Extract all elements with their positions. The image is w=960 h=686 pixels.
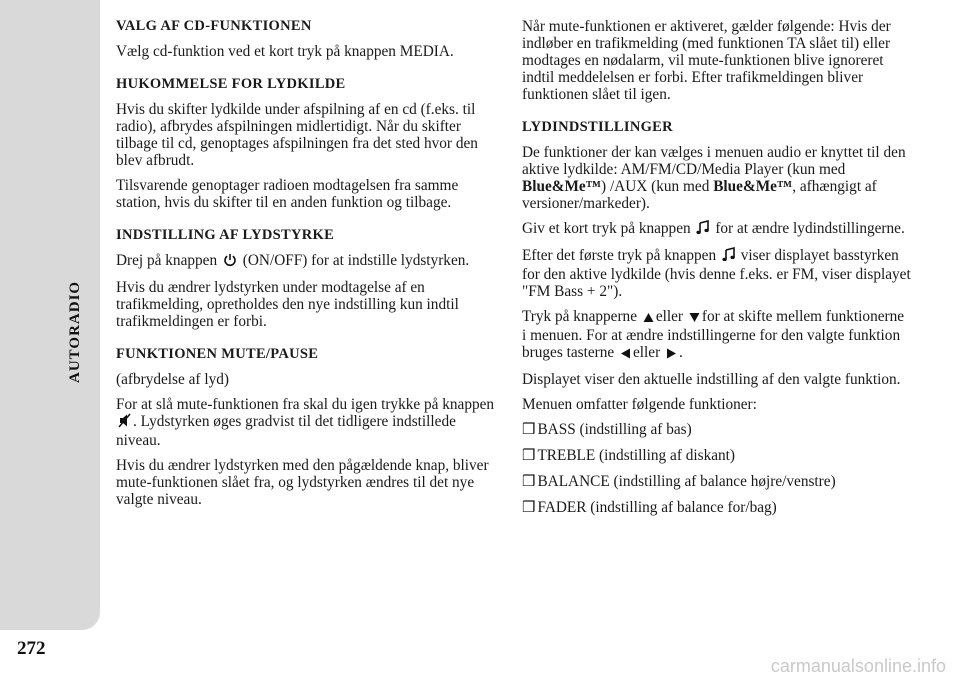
heading-sound-settings: LYDINDSTILLINGER: [522, 119, 673, 135]
list-item: ❒ BASS (indstilling af bas): [522, 421, 692, 438]
paragraph: Tryk på knapperne eller for at skifte mellem funktionerne i menuen. For at ændre indstillingerne for den valgte funktion bruges tasterne eller .: [522, 308, 905, 361]
paragraph: Hvis du ændrer lydstyrken med den pågældende knap, bliver mute-funktionen slået fra, og lydstyrken ændres til det nye valgte niveau.: [116, 457, 489, 508]
paragraph: Giv et kort tryk på knappen for at ændre lydindstillingerne.: [522, 220, 905, 237]
subheading: (afbrydelse af lyd): [116, 371, 229, 388]
page-number: 272: [17, 638, 46, 659]
checkbox-bullet-icon: ❒: [522, 474, 536, 490]
music-note-icon: [722, 247, 735, 266]
heading-cd-function: VALG AF CD-FUNKTIONEN: [116, 18, 312, 34]
left-column: [116, 18, 500, 516]
paragraph: Tilsvarende genoptager radioen modtagelsen fra samme station, hvis du skifter til en anden funktion og tilbage.: [116, 177, 459, 211]
list-item: ❒ BALANCE (indstilling af balance højre/venstre): [522, 473, 836, 490]
right-arrow-icon: [666, 346, 677, 363]
down-arrow-icon: [689, 310, 700, 327]
up-arrow-icon: [643, 310, 654, 327]
paragraph: Efter det første tryk på knappen viser displayet basstyrken for den aktive lydkilde (hvis denne f.eks. er FM, viser displayet "FM Bass + 2").: [522, 247, 911, 300]
list-item: ❒ TREBLE (indstilling af diskant): [522, 447, 736, 464]
heading-source-memory: HUKOMMELSE FOR LYDKILDE: [116, 76, 346, 92]
paragraph: Vælg cd-funktion ved et kort tryk på knappen MEDIA.: [116, 43, 454, 60]
paragraph: For at slå mute-funktionen fra skal du igen trykke på knappen . Lydstyrken øges gradvist til det tidligere indstillede niveau.: [116, 396, 495, 449]
power-icon: [223, 253, 237, 271]
paragraph: Når mute-funktionen er aktiveret, gælder følgende: Hvis der indløber en trafikmelding (med funktionen TA slået til) eller modtages en nødalarm, vil mute-funktionen blive ignoreret indtil meddelelsen er forbi. Efter trafikmeldingen bliver funktionen slået til igen.: [522, 18, 891, 103]
section-label: AUTORADIO: [67, 280, 83, 383]
left-arrow-icon: [620, 346, 631, 363]
paragraph: Drej på knappen (ON/OFF) for at indstille lydstyrken.: [116, 252, 470, 269]
paragraph: Hvis du skifter lydkilde under afspilning af en cd (f.eks. til radio), afbrydes afspilningen midlertidigt. Når du skifter tilbage til cd, genoptages afspilningen fra det sted hvor den blev afbrudt.: [116, 101, 478, 169]
list-item: ❒ FADER (indstilling af balance for/bag): [522, 499, 777, 516]
brand-name: Blue&Me™: [522, 178, 602, 195]
paragraph: Menuen omfatter følgende funktioner:: [522, 396, 757, 413]
checkbox-bullet-icon: ❒: [522, 448, 536, 464]
mute-icon: [118, 413, 131, 432]
brand-name: Blue&Me™: [713, 178, 793, 195]
checkbox-bullet-icon: ❒: [522, 500, 536, 516]
heading-mute: FUNKTIONEN MUTE/PAUSE: [116, 346, 319, 362]
paragraph: Hvis du ændrer lydstyrken under modtagelse af en trafikmelding, opretholdes den nye indstilling kun indtil trafikmeldingen er forbi.: [116, 279, 459, 330]
heading-volume: INDSTILLING AF LYDSTYRKE: [116, 227, 335, 243]
paragraph: De funktioner der kan vælges i menuen audio er knyttet til den aktive lydkilde: AM/FM/CD/Media Player (kun med Blue&Me™) /AUX (kun med Blue&Me™, afhængigt af versioner/markeder).: [522, 144, 906, 212]
checkbox-bullet-icon: ❒: [522, 422, 536, 438]
music-note-icon: [696, 220, 709, 239]
right-column: [522, 18, 912, 525]
paragraph: Displayet viser den aktuelle indstilling af den valgte funktion.: [522, 371, 901, 388]
watermark: carmanualsonline.info: [770, 656, 946, 676]
